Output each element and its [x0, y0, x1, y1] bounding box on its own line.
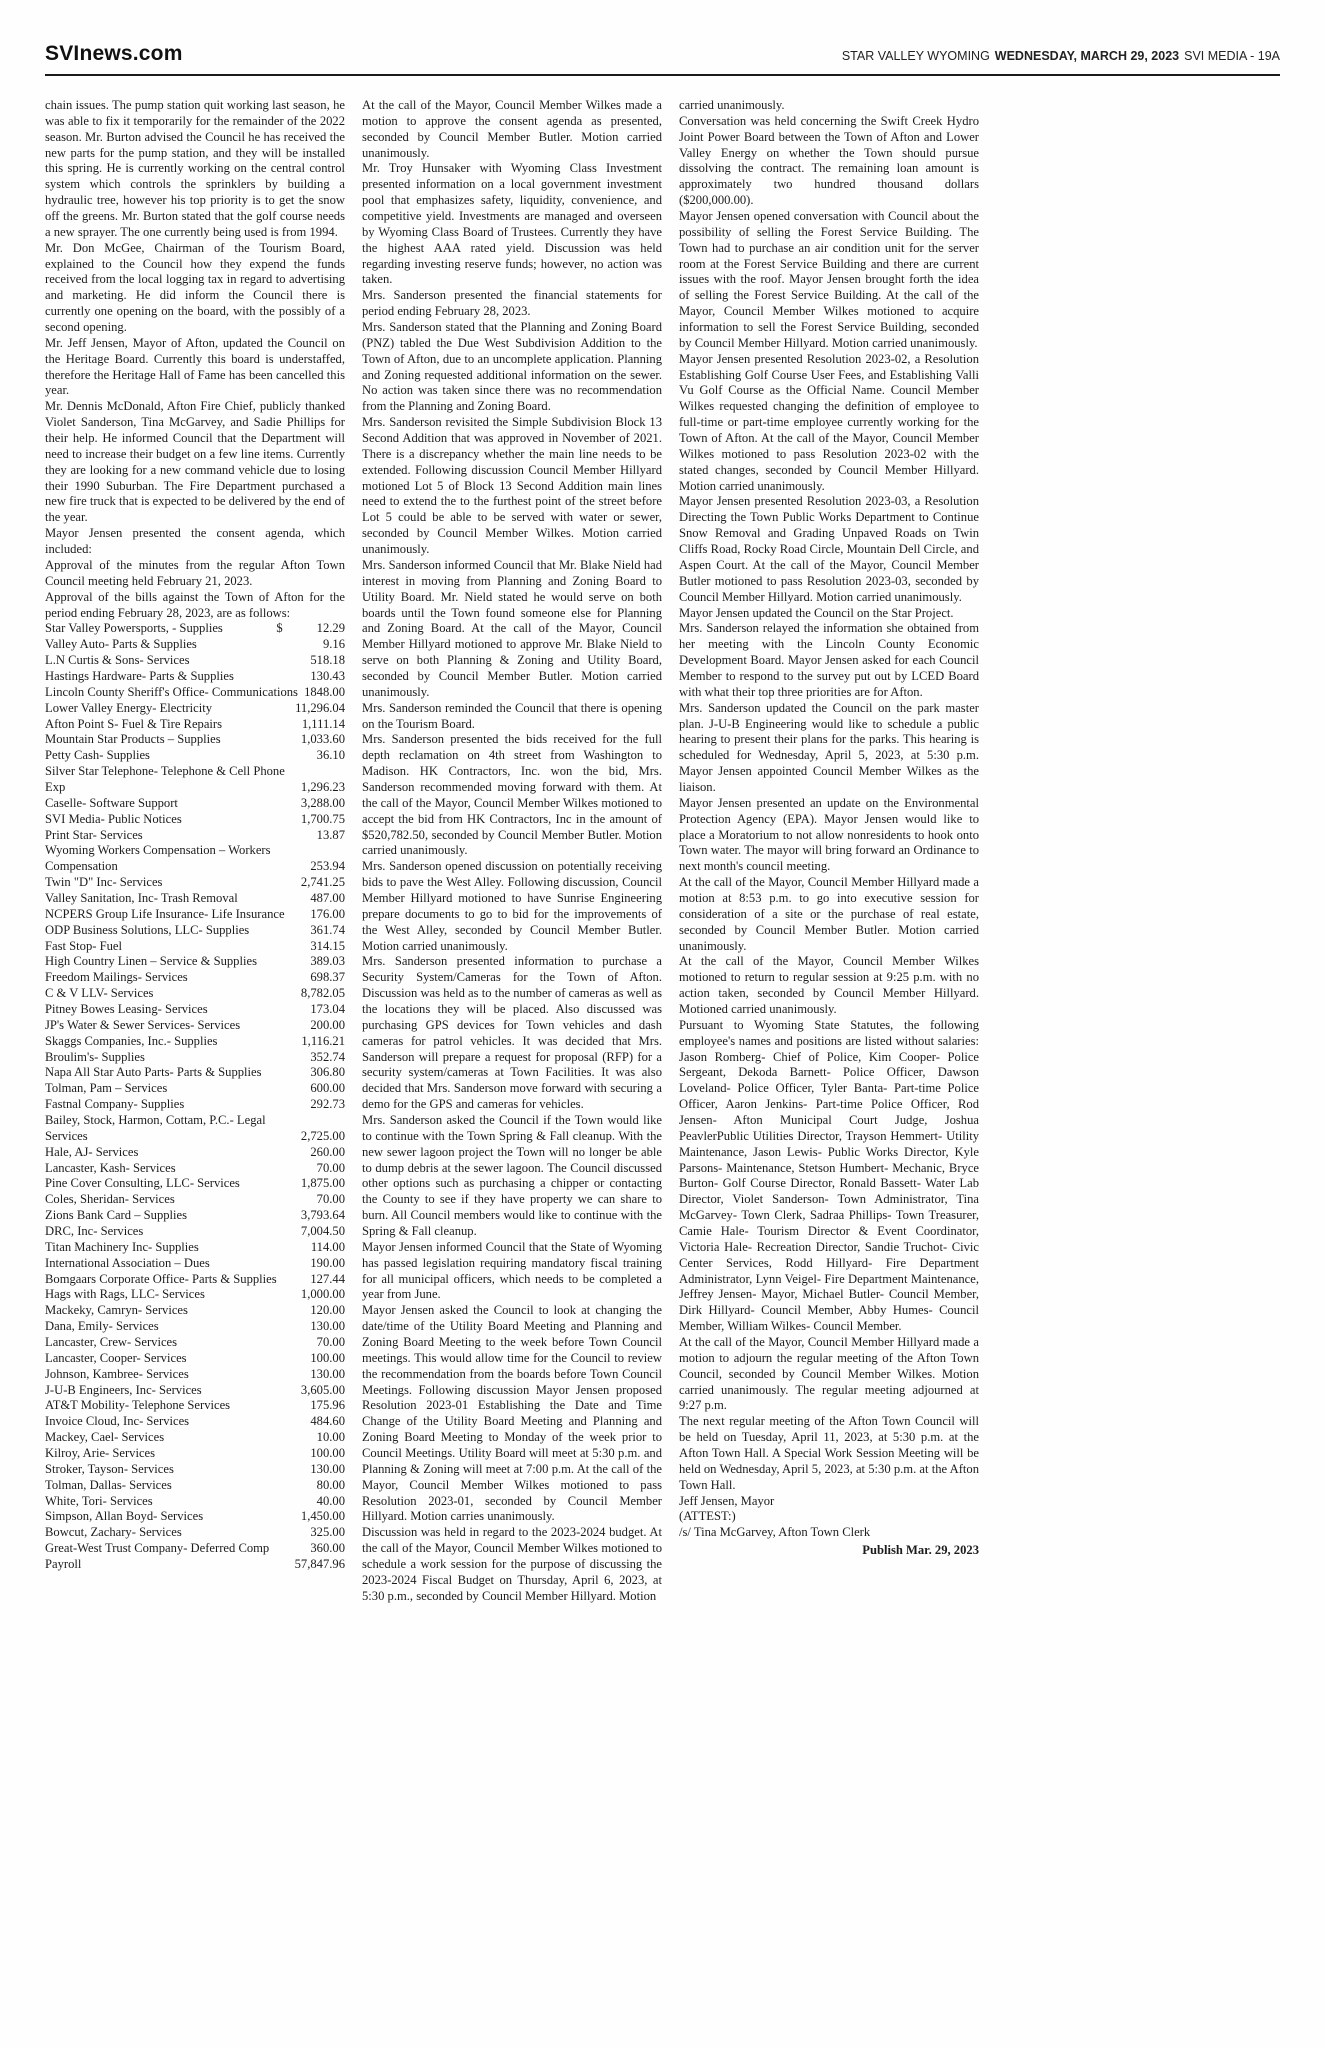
bill-amount: 389.03: [310, 954, 345, 969]
bill-amount: 190.00: [310, 1255, 345, 1270]
bill-amount: 12.29: [316, 621, 345, 636]
bill-amount: 484.60: [310, 1414, 345, 1429]
bill-payee: C & V LLV- Services: [45, 986, 154, 1001]
bill-line: [45, 1097, 345, 1113]
bill-line: [45, 1303, 345, 1319]
bill-line: [45, 1462, 345, 1478]
bill-payee: Freedom Mailings- Services: [45, 970, 188, 985]
bill-amount: 352.74: [310, 1049, 345, 1064]
bill-amount: 9.16: [322, 637, 345, 652]
bill-line: [45, 1414, 345, 1430]
bill-line: [45, 764, 345, 796]
bill-amount: 600.00: [310, 1081, 345, 1096]
bill-amount: 200.00: [310, 1017, 345, 1032]
bill-payee: Valley Sanitation, Inc- Trash Removal: [45, 890, 238, 905]
bill-payee: Lower Valley Energy- Electricity: [45, 700, 213, 715]
bill-amount: 518.18: [310, 653, 345, 668]
bill-line: [45, 1541, 345, 1557]
bill-payee: Print Star- Services: [45, 827, 143, 842]
signature-block: [679, 1494, 979, 1542]
bill-amount: 114.00: [310, 1239, 345, 1254]
paragraph: Mayor Jensen presented an update on the Environmental Protection Agency (EPA). Mayor Jensen would like to place a Moratorium to not allow nonresidents to hook onto Town water. The mayor will bring forward an Ordinance to next month's council meeting.: [679, 795, 979, 874]
bill-line: [45, 1272, 345, 1288]
paragraph: Mrs. Sanderson presented the bids received for the full depth reclamation on 4th street from Washington to Madison. HK Contractors, Inc. won the bid, Mrs. Sanderson recommended moving forward with them. At the call of the Mayor, Council Member Wilkes motioned to accept the bid from HK Contractors, Inc in the amount of $520,782.50, seconded by Council Member Butler. Motion carried unanimously.: [362, 732, 662, 858]
bill-line: [45, 1383, 345, 1399]
issue-location: STAR VALLEY WYOMING: [841, 49, 990, 63]
bill-line: [45, 1430, 345, 1446]
bill-line: [45, 812, 345, 828]
bill-payee: Star Valley Powersports, - Supplies: [45, 621, 223, 636]
bill-payee: Invoice Cloud, Inc- Services: [45, 1414, 190, 1429]
bill-payee: DRC, Inc- Services: [45, 1224, 144, 1239]
bill-payee: Lancaster, Crew- Services: [45, 1335, 178, 1350]
bill-line: [45, 939, 345, 955]
bill-line: [45, 1176, 345, 1192]
masthead: [45, 42, 1280, 66]
paragraph: Discussion was held in regard to the 2023-2024 budget. At the call of the Mayor, Council Member Wilkes motioned to schedule a work session for the purpose of discussing the 2023-2024 Fiscal Budget on Thursday, April 6, 2023, at 5:30 p.m., seconded by Council Member Hillyard. Motion: [362, 1525, 662, 1603]
bill-payee: Silver Star Telephone- Telephone & Cell Phone Exp: [45, 764, 285, 794]
bill-amount: 698.37: [310, 970, 345, 985]
bill-line: [45, 828, 345, 844]
paragraph: At the call of the Mayor, Council Member Wilkes motioned to return to regular session at 9:25 p.m. with no action taken, seconded by Council Member Hillyard. Motioned carried unanimously.: [679, 954, 979, 1016]
paragraph: The next regular meeting of the Afton Town Council will be held on Tuesday, April 11, 2023, at 5:30 p.m. at the Afton Town Hall. A Special Work Session Meeting will be held on Wednesday, April 5, 2023, at 5:30 p.m. at the Afton Town Hall.: [679, 1414, 979, 1492]
paragraph: Mayor Jensen updated the Council on the Star Project.: [679, 605, 954, 620]
bill-amount: 130.00: [310, 1319, 345, 1334]
paragraph: Mr. Dennis McDonald, Afton Fire Chief, publicly thanked Violet Sanderson, Tina McGarvey, and Sadie Phillips for their help. He informed Council that the Department will need to increase their budget on a few line items. Currently they are looking for a new command vehicle due to losing their 1990 Suburban. The Fire Department purchased a new fire truck that is expected to be delivered by the end of the year.: [45, 399, 345, 525]
bill-line: [45, 923, 345, 939]
bill-payee: Mackeky, Camryn- Services: [45, 1303, 188, 1318]
col3-paragraphs: [679, 98, 979, 1494]
bill-payee: Afton Point S- Fuel & Tire Repairs: [45, 716, 223, 731]
signature-line: Jeff Jensen, Mayor: [679, 1493, 775, 1508]
bill-payee: Caselle- Software Support: [45, 795, 178, 810]
bill-line: [45, 732, 345, 748]
bill-amount: 80.00: [316, 1477, 345, 1492]
bill-line: [45, 1494, 345, 1510]
paragraph: At the call of the Mayor, Council Member Wilkes made a motion to approve the consent agenda as presented, seconded by Council Member Butler. Motion carried unanimously.: [362, 98, 662, 160]
bill-payee: Hags with Rags, LLC- Services: [45, 1287, 205, 1302]
bill-line: [45, 1478, 345, 1494]
bill-payee: Tolman, Dallas- Services: [45, 1477, 172, 1492]
paragraph: At the call of the Mayor, Council Member Hillyard made a motion to adjourn the regular meeting of the Afton Town Council, seconded by Council Member Wilkes. Motion carried unanimously. The regular meeting adjourned at 9:27 p.m.: [679, 1335, 979, 1413]
paragraph: At the call of the Mayor, Council Member Hillyard made a motion at 8:53 p.m. to go into executive session for consideration of a site or the purchase of real estate, seconded by Council Member Butler. Motion carried unanimously.: [679, 875, 979, 953]
bill-amount: 487.00: [310, 890, 345, 905]
bill-payee: J-U-B Engineers, Inc- Services: [45, 1382, 202, 1397]
bill-line: [45, 1287, 345, 1303]
bill-payee: Hastings Hardware- Parts & Supplies: [45, 668, 234, 683]
bill-payee: Wyoming Workers Compensation – Workers Compensation: [45, 843, 271, 874]
paragraph: Mayor Jensen presented Resolution 2023-02, a Resolution Establishing Golf Course User Fees, and Establishing Valli Vu Golf Course as the Official Name. Council Member Wilkes requested changing the definition of employee to full-time or part-time employee currently working for the Town of Afton. At the call of the Mayor, Council Member Wilkes motioned to pass Resolution 2023-02 with the stated changes, seconded by Council Member Hillyard. Motion carried unanimously.: [679, 351, 979, 493]
bill-amount: 13.87: [316, 827, 345, 842]
paragraph: Mayor Jensen informed Council that the State of Wyoming has passed legislation requiring mandatory fiscal training for all municipal officers, which needs to be completed a year from June.: [362, 1239, 662, 1302]
bill-line: [45, 986, 345, 1002]
bill-amount: 260.00: [310, 1144, 345, 1159]
paragraph: Mrs. Sanderson stated that the Planning and Zoning Board (PNZ) tabled the Due West Subdivision Addition to the Town of Afton, due to an uncomplete application. Planning and Zoning requested additional information on the sewer. No action was taken since there was no recommendation from the Planning and Zoning Board.: [362, 320, 662, 414]
paragraph: Mrs. Sanderson updated the Council on the park master plan. J-U-B Engineering would like to schedule a public hearing to present their plans for the parks. This hearing is scheduled for Wednesday, April 5, 2023, at 5:30 p.m. Mayor Jensen appointed Council Member Wilkes as the liaison.: [679, 700, 979, 794]
bill-payee: Broulim's- Supplies: [45, 1049, 145, 1064]
bill-amount: 130.00: [310, 1461, 345, 1476]
paragraph: chain issues. The pump station quit working last season, he was able to fix it temporarily for the remainder of the 2022 season. Mr. Burton advised the Council he has received the new parts for the pump station, and they will be installed this spring. He is currently working on the central control system which controls the sprinklers by building a hydraulic tree, however his top priority is to get the snow off the greens. Mr. Burton stated that the golf course needs a new sprayer. The one currently being used is from 1994.: [45, 98, 345, 239]
bill-payee: Coles, Sheridan- Services: [45, 1192, 175, 1207]
paragraph: Conversation was held concerning the Swift Creek Hydro Joint Power Board between the Town of Afton and Lower Valley Energy on whether the Town should pursue dissolving the contract. The remaining loan amount is approximately two hundred thousand dollars ($200,000.00).: [679, 113, 979, 208]
bill-payee: AT&T Mobility- Telephone Services: [45, 1398, 231, 1413]
bill-amount: 57,847.96: [294, 1557, 345, 1572]
bill-line: [45, 1398, 345, 1414]
bill-payee: Lancaster, Cooper- Services: [45, 1350, 187, 1365]
paragraph: Mr. Jeff Jensen, Mayor of Afton, updated the Council on the Heritage Board. Currently this board is understaffed, therefore the Heritage Hall of Fame has been cancelled this year.: [45, 335, 345, 398]
bill-amount: 1,700.75: [300, 811, 345, 826]
bill-payee: Mountain Star Products – Supplies: [45, 732, 221, 747]
bill-payee: Fastnal Company- Supplies: [45, 1097, 185, 1112]
bill-amount: 70.00: [316, 1160, 345, 1175]
article-columns: [45, 98, 1280, 1605]
bill-amount: 175.96: [310, 1398, 345, 1413]
signature-line: /s/ Tina McGarvey, Afton Town Clerk: [679, 1525, 871, 1540]
paragraph: Approval of the minutes from the regular Afton Town Council meeting held February 21, 2023.: [45, 557, 345, 588]
bill-line: [45, 1192, 345, 1208]
bill-line: [45, 1002, 345, 1018]
bill-amount: 253.94: [310, 859, 345, 874]
col1-paragraphs: [45, 98, 345, 621]
bill-amount: 100.00: [310, 1350, 345, 1365]
bill-amount: 11,296.04: [295, 700, 345, 715]
bill-amount: 173.04: [310, 1001, 345, 1016]
bill-line: [45, 1319, 345, 1335]
bill-amount: 325.00: [310, 1525, 345, 1540]
bill-payee: Pine Cover Consulting, LLC- Services: [45, 1176, 240, 1191]
bill-payee: Tolman, Pam – Services: [45, 1081, 168, 1096]
bill-payee: Twin "D" Inc- Services: [45, 875, 163, 890]
bill-payee: Bailey, Stock, Harmon, Cottam, P.C.- Legal Services: [45, 1113, 266, 1143]
column-2: [362, 98, 662, 1605]
bill-amount: 3,793.64: [300, 1208, 345, 1223]
bill-line: [45, 748, 345, 764]
bill-line: [45, 1018, 345, 1034]
bill-line: [45, 701, 345, 717]
bill-amount: 36.10: [316, 748, 345, 763]
bill-line: [45, 1335, 345, 1351]
bill-amount: 1,875.00: [300, 1176, 345, 1191]
bill-line: [45, 1050, 345, 1066]
issue-line: [842, 49, 1280, 63]
bill-line: [45, 1240, 345, 1256]
bill-line: [45, 1161, 345, 1177]
column-1: [45, 98, 345, 1605]
bill-line: [45, 637, 345, 653]
bill-payee: International Association – Dues: [45, 1255, 210, 1270]
bill-line: [45, 1065, 345, 1081]
issue-date: WEDNESDAY, MARCH 29, 2023: [994, 49, 1180, 63]
bill-payee: Valley Auto- Parts & Supplies: [45, 637, 197, 652]
bill-line: [45, 1034, 345, 1050]
bill-line: [45, 796, 345, 812]
bill-amount: 3,288.00: [300, 795, 345, 810]
bill-amount: 40.00: [316, 1493, 345, 1508]
paragraph: Mrs. Sanderson presented information to purchase a Security System/Cameras for the Town of Afton. Discussion was held as to the number of cameras as well as the locations they will be placed. Also discussed was purchasing GPS devices for Town vehicles and dash cameras for patrol vehicles. It was decided that Mrs. Sanderson will prepare a request for proposal (RFP) for a security system/cameras at Town Facilities. It was also decided that Mrs. Sanderson move forward with securing a demo for the GPS and cameras for vehicles.: [362, 954, 662, 1112]
bill-payee: White, Tori- Services: [45, 1493, 153, 1508]
bill-line: [45, 1224, 345, 1240]
bill-payee: L.N Curtis & Sons- Services: [45, 653, 190, 668]
bill-amount: 1,296.23: [300, 779, 345, 794]
bill-line: [45, 1446, 345, 1462]
bill-line: [45, 1145, 345, 1161]
bill-line: [45, 669, 345, 685]
bill-line: [45, 1208, 345, 1224]
bill-payee: Johnson, Kambree- Services: [45, 1366, 189, 1381]
bill-amount: 2,741.25: [300, 875, 345, 890]
bill-payee: JP's Water & Sewer Services- Services: [45, 1017, 241, 1032]
bill-payee: ODP Business Solutions, LLC- Supplies: [45, 922, 250, 937]
bill-line: [45, 717, 345, 733]
bill-amount: 176.00: [310, 906, 345, 921]
bill-line: [45, 1256, 345, 1272]
bill-line: [45, 907, 345, 923]
bill-amount: 1,116.21: [301, 1033, 345, 1048]
bill-line: [45, 1509, 345, 1525]
bill-line: [45, 1367, 345, 1383]
bill-payee: Payroll: [45, 1557, 82, 1572]
paragraph: Mrs. Sanderson reminded the Council that there is opening on the Tourism Board.: [362, 700, 662, 731]
bill-amount: 306.80: [310, 1065, 345, 1080]
bill-payee: Stroker, Tayson- Services: [45, 1461, 174, 1476]
bill-payee: Mackey, Cael- Services: [45, 1430, 165, 1445]
bill-payee: Skaggs Companies, Inc.- Supplies: [45, 1033, 218, 1048]
bill-amount: 130.43: [310, 668, 345, 683]
bill-payee: Lincoln County Sheriff's Office- Communications: [45, 684, 298, 699]
bill-line: [45, 875, 345, 891]
bill-amount: 361.74: [310, 922, 345, 937]
bill-amount: 360.00: [310, 1541, 345, 1556]
bill-amount: 1,111.14: [301, 716, 345, 731]
bill-payee: NCPERS Group Life Insurance- Life Insurance: [45, 906, 285, 921]
paragraph: Pursuant to Wyoming State Statutes, the following employee's names and positions are listed without salaries: Jason Romberg- Chief of Police, Kim Cooper- Police Sergeant, Dekoda Barnett- Police Officer, Dawson Loveland- Police Officer, Tyler Banta- Part-time Police Officer, Aaron Jenkins- Part-time Police Officer, Rod Jensen- Afton Municipal Court Judge, Joshua PeavlerPublic Utilities Director, Trayson Hemmert- Utility Maintenance, Jason Lewis- Public Works Director, Kyle Parsons- Maintenance, Stetson Humbert- Mechanic, Bryce Burton- Golf Course Director, Ronald Bassett- Water Lab Director, Violet Sanderson- Town Administrator, Tina McGarvey- Town Clerk, Sadraa Phillips- Town Treasurer, Camie Hale- Tourism Director & Event Coordinator, Victoria Hale- Recreation Director, Sandie Truchot- Civic Center Services, Rodd Hillyard- Fire Department Administrator, Lynn Veigel- Fire Department Maintenance, Jeffrey Jensen- Mayor, Michael Butler- Council Member, Dirk Hillyard- Council Member, Abby Humes- Council Member, William Wilkes- Council Member.: [679, 1017, 979, 1334]
bill-payee: Petty Cash- Supplies: [45, 748, 150, 763]
bill-amount: 120.00: [310, 1303, 345, 1318]
bill-payee: Kilroy, Arie- Services: [45, 1446, 156, 1461]
bill-payee: Napa All Star Auto Parts- Parts & Supplies: [45, 1065, 262, 1080]
bill-amount: 2,725.00: [300, 1128, 345, 1143]
bill-line: [45, 954, 345, 970]
signature-line: (ATTEST:): [679, 1509, 736, 1524]
bill-amount: 1,000.00: [300, 1287, 345, 1302]
bill-amount: 1,450.00: [300, 1509, 345, 1524]
bill-payee: High Country Linen – Service & Supplies: [45, 954, 257, 969]
bill-payee: Zions Bank Card – Supplies: [45, 1208, 188, 1223]
paragraph: Mrs. Sanderson asked the Council if the Town would like to continue with the Town Spring & Fall cleanup. With the new sewer lagoon project the Town will no longer be able to dump debris at the sewer lagoon. The Council discussed other options such as purchasing a chipper or contacting the County to see if they have property we can share to burn. All Council members would like to continue with the Spring & Fall cleanup.: [362, 1113, 662, 1239]
col2-paragraphs: [362, 98, 662, 1605]
bills-list: [45, 621, 345, 1573]
bill-payee: Lancaster, Kash- Services: [45, 1160, 176, 1175]
bill-line: [45, 1525, 345, 1541]
bill-amount: 1,033.60: [300, 732, 345, 747]
bill-payee: Great-West Trust Company- Deferred Comp: [45, 1541, 270, 1556]
bill-amount: 70.00: [316, 1192, 345, 1207]
bill-amount: 100.00: [310, 1446, 345, 1461]
bill-amount: 130.00: [310, 1366, 345, 1381]
paragraph: Mrs. Sanderson informed Council that Mr. Blake Nield had interest in moving from Planning and Zoning Board to Utility Board. Mr. Nield stated he would serve on both boards until the Town found someone else for Planning and Zoning Board. At the call of the Mayor, Council Member Hillyard motioned to approve Mr. Blake Nield to serve on both Planning & Zoning and Utility Board, seconded by Council Member Butler. Motion carried unanimously.: [362, 557, 662, 699]
bill-payee: Dana, Emily- Services: [45, 1319, 159, 1334]
bill-payee: Bomgaars Corporate Office- Parts & Supplies: [45, 1271, 277, 1286]
paragraph: Mrs. Sanderson opened discussion on potentially receiving bids to pave the West Alley. Following discussion, Council Member Hillyard motioned to have Sunrise Engineering prepare documents to go to bid for the improvements of the West Alley, seconded by Council Member Butler. Motion carried unanimously.: [362, 859, 662, 953]
paragraph: Mrs. Sanderson presented the financial statements for period ending February 28, 2023.: [362, 288, 662, 319]
bill-line: [45, 685, 345, 701]
bill-amount: 70.00: [316, 1335, 345, 1350]
bill-line: [45, 1081, 345, 1097]
bill-amount: 314.15: [310, 938, 345, 953]
masthead-rule: [45, 74, 1280, 76]
paragraph: Mrs. Sanderson relayed the information she obtained from her meeting with the Lincoln County Economic Development Board. Mayor Jensen asked for each Council Member to respond to the survey put out by LCED Board with what their top three priorities are for Afton.: [679, 621, 979, 699]
bill-line: [45, 653, 345, 669]
bill-payee: Simpson, Allan Boyd- Services: [45, 1509, 204, 1524]
paragraph: Mr. Don McGee, Chairman of the Tourism Board, explained to the Council how they expend the funds received from the local logging tax in regard to advertising and marketing. He did inform the Council there is currently one opening on the board, with the possibly of a second opening.: [45, 240, 345, 335]
paragraph: Mr. Troy Hunsaker with Wyoming Class Investment presented information on a local government investment pool that emphasizes safety, liquidity, convenience, and competitive yield. Investments are managed and overseen by Wyoming Class Board of Trustees. Currently they have the highest AAA rated yield. Discussion was held regarding investing reserve funds; however, no action was taken.: [362, 161, 662, 287]
bill-line: [45, 1557, 345, 1573]
paragraph: Mrs. Sanderson revisited the Simple Subdivision Block 13 Second Addition that was approved in November of 2021. There is a discrepancy whether the main line needs to be extended. Following discussion Council Member Hillyard motioned Lot 5 of Block 13 Second Addition main lines need to extend the to the furthest point of the street before Lot 5 could be able to be served with water or sewer, seconded by Council Member Wilkes. Motion carried unanimously.: [362, 415, 662, 557]
bill-line: [45, 1351, 345, 1367]
bill-payee: Hale, AJ- Services: [45, 1144, 139, 1159]
bill-amount: 10.00: [316, 1430, 345, 1445]
publish-date-line: Publish Mar. 29, 2023: [862, 1543, 979, 1558]
paragraph: Mayor Jensen opened conversation with Council about the possibility of selling the Forest Service Building. The Town had to purchase an air condition unit for the server room at the Forest Service Building and there are current issues with the roof. Mayor Jensen brought forth the idea of selling the Forest Service Building. At the call of the Mayor, Council Member Wilkes motioned to acquire information to sell the Forest Service Building, seconded by Council Member Hillyard. Motion carried unanimously.: [679, 209, 979, 350]
bill-line: [45, 843, 345, 875]
column-3: [679, 98, 979, 1605]
bill-amount: 8,782.05: [300, 986, 345, 1001]
bill-line: [45, 970, 345, 986]
bill-payee: Bowcut, Zachary- Services: [45, 1525, 182, 1540]
bill-amount: 127.44: [310, 1271, 345, 1286]
bill-payee: Titan Machinery Inc- Supplies: [45, 1239, 199, 1254]
bill-line: [45, 1113, 345, 1145]
paragraph: Mayor Jensen presented the consent agenda, which included:: [45, 526, 345, 557]
issue-media-page: SVI MEDIA - 19A: [1184, 49, 1280, 63]
bill-amount: 7,004.50: [300, 1224, 345, 1239]
paragraph: Approval of the bills against the Town of Afton for the period ending February 28, 2023, are as follows:: [45, 589, 345, 620]
paragraph: Mayor Jensen asked the Council to look at changing the date/time of the Utility Board Meeting and Planning and Zoning Board Meeting to the week before Town Council meetings. This would allow time for the Council to review the recommendation from the boards before Town Council Meetings. Following discussion Mayor Jensen proposed Resolution 2023-01 Establishing the Date and Time Change of the Utility Board Meeting and Planning and Zoning Board Meeting to Monday of the week prior to Council Meetings. Utility Board will meet at 5:30 p.m. and Planning & Zoning will meet at 7:00 p.m. At the call of the Mayor, Council Member Wilkes motioned to pass Resolution 2023-01, seconded by Council Member Hillyard. Motion carries unanimously.: [362, 1303, 662, 1524]
paragraph: Mayor Jensen presented Resolution 2023-03, a Resolution Directing the Town Public Works Department to Continue Snow Removal and Grading Unpaved Roads on Twin Cliffs Road, Rocky Road Circle, Mountain Dell Circle, and Aspen Court. At the call of the Mayor, Council Member Butler motioned to pass Resolution 2023-03, seconded by Council Member Hillyard. Motion carried unanimously.: [679, 494, 979, 604]
bill-amount: 1848.00: [304, 684, 345, 699]
bill-amount: 3,605.00: [300, 1382, 345, 1397]
bill-line: [45, 891, 345, 907]
bill-currency: $: [276, 621, 283, 636]
bill-payee: Pitney Bowes Leasing- Services: [45, 1001, 208, 1016]
site-name: SVInews.com: [45, 42, 183, 65]
bill-payee: SVI Media- Public Notices: [45, 811, 182, 826]
paragraph: carried unanimously.: [679, 98, 785, 112]
bill-amount: 292.73: [310, 1097, 345, 1112]
bill-line: [45, 621, 345, 637]
bill-payee: Fast Stop- Fuel: [45, 938, 122, 953]
